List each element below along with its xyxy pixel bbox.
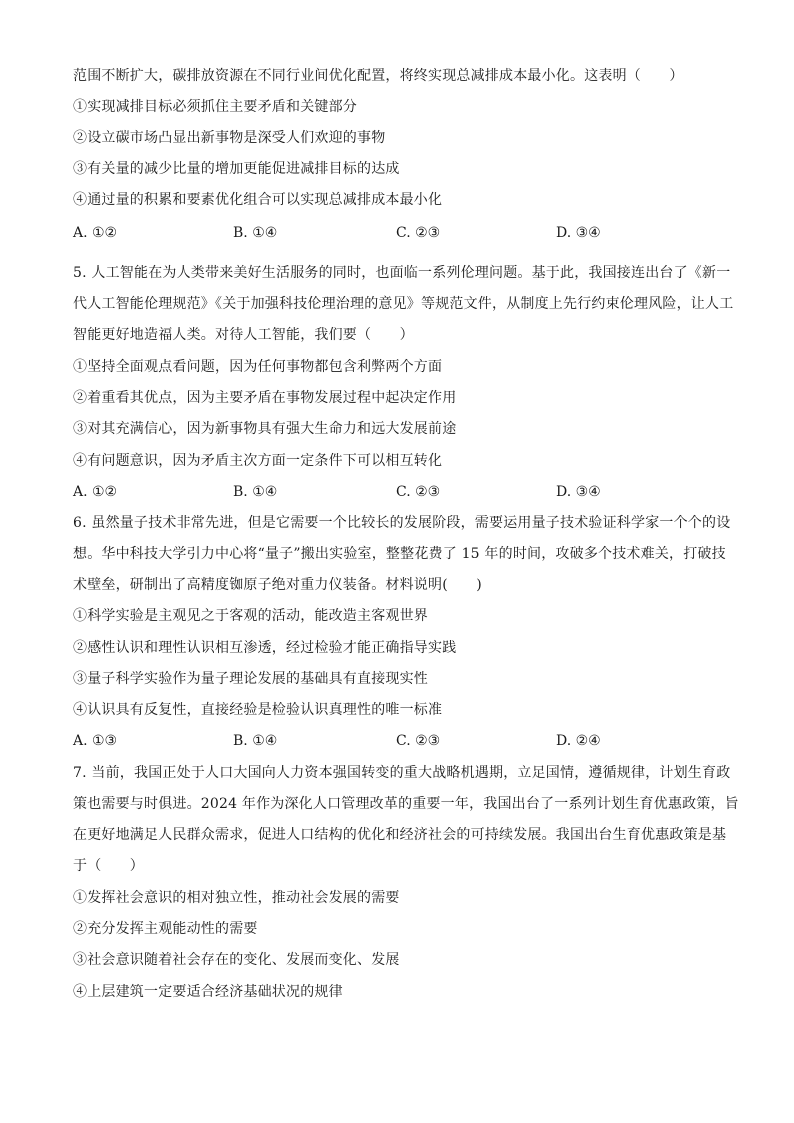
- q6-option-d[interactable]: D. ②④: [556, 733, 601, 749]
- q6-item-1: ①科学实验是主观见之于客观的活动，能改造主客观世界: [73, 608, 428, 624]
- q6-option-c[interactable]: C. ②③: [396, 733, 441, 749]
- q7-stem-line-2: 策也需要与时俱进。2024 年作为深化人口管理改革的重要一年，我国出台了一系列计划生育优惠政策，旨: [73, 796, 739, 812]
- q6-item-4: ④认识具有反复性，直接经验是检验认识真理性的唯一标准: [73, 702, 443, 718]
- q7-item-2: ②充分发挥主观能动性的需要: [73, 921, 258, 937]
- q7-stem-line-3: 在更好地满足人民群众需求，促进人口结构的优化和经济社会的可持续发展。我国出台生育优惠政策是基: [73, 827, 727, 843]
- q6-option-b[interactable]: B. ①④: [233, 733, 278, 749]
- q7-stem-line-4: 于（ ）: [73, 858, 144, 874]
- q6-item-3: ③量子科学实验作为量子理论发展的基础具有直接现实性: [73, 671, 428, 687]
- q5-option-c[interactable]: C. ②③: [396, 484, 441, 500]
- q6-stem-line-2: 想。华中科技大学引力中心将“量子”搬出实验室，整整花费了 15 年的时间，攻破多个技术难关，打破技: [73, 546, 726, 562]
- q5-option-b[interactable]: B. ①④: [233, 484, 278, 500]
- q5-option-a[interactable]: A. ①②: [73, 484, 118, 500]
- q7-item-3: ③社会意识随着社会存在的变化、发展而变化、发展: [73, 952, 400, 968]
- q5-item-1: ①坚持全面观点看问题，因为任何事物都包含利弊两个方面: [73, 359, 443, 375]
- q4-option-b[interactable]: B. ①④: [233, 225, 278, 241]
- q4-item-2: ②设立碳市场凸显出新事物是深受人们欢迎的事物: [73, 130, 386, 146]
- q4-stem-tail: 范围不断扩大，碳排放资源在不同行业间优化配置，将终实现总减排成本最小化。这表明（ ）: [73, 68, 684, 84]
- q7-item-1: ①发挥社会意识的相对独立性，推动社会发展的需要: [73, 890, 400, 906]
- q7-item-4: ④上层建筑一定要适合经济基础状况的规律: [73, 984, 343, 1000]
- q5-item-2: ②着重看其优点，因为主要矛盾在事物发展过程中起决定作用: [73, 390, 457, 406]
- q4-option-a[interactable]: A. ①②: [73, 225, 118, 241]
- q6-stem-line-3: 术壁垒，研制出了高精度铷原子绝对重力仪装备。材料说明( ): [73, 577, 482, 593]
- q5-stem-line-3: 智能更好地造福人类。对待人工智能，我们要（ ）: [73, 327, 414, 343]
- q4-item-4: ④通过量的积累和要素优化组合可以实现总减排成本最小化: [73, 192, 443, 208]
- q5-stem-line-1: 5. 人工智能在为人类带来美好生活服务的同时，也面临一系列伦理问题。基于此，我国接连出台了《新一: [73, 265, 731, 281]
- q7-stem-line-1: 7. 当前，我国正处于人口大国向人力资本强国转变的重大战略机遇期，立足国情，遵循规律，计划生育政: [73, 765, 731, 781]
- q5-item-4: ④有问题意识，因为矛盾主次方面一定条件下可以相互转化: [73, 453, 443, 469]
- q4-option-d[interactable]: D. ③④: [556, 225, 601, 241]
- q5-stem-line-2: 代人工智能伦理规范》《关于加强科技伦理治理的意见》等规范文件，从制度上先行约束伦理风险，让人工: [73, 296, 734, 312]
- q4-item-1: ①实现减排目标必须抓住主要矛盾和关键部分: [73, 99, 357, 115]
- q6-item-2: ②感性认识和理性认识相互渗透，经过检验才能正确指导实践: [73, 640, 457, 656]
- q6-option-a[interactable]: A. ①③: [73, 733, 118, 749]
- q4-item-3: ③有关量的减少比量的增加更能促进减排目标的达成: [73, 161, 400, 177]
- q4-option-c[interactable]: C. ②③: [396, 225, 441, 241]
- q5-item-3: ③对其充满信心，因为新事物具有强大生命力和远大发展前途: [73, 421, 457, 437]
- q5-option-d[interactable]: D. ③④: [556, 484, 601, 500]
- q6-stem-line-1: 6. 虽然量子技术非常先进，但是它需要一个比较长的发展阶段，需要运用量子技术验证科学家一个个的设: [73, 515, 731, 531]
